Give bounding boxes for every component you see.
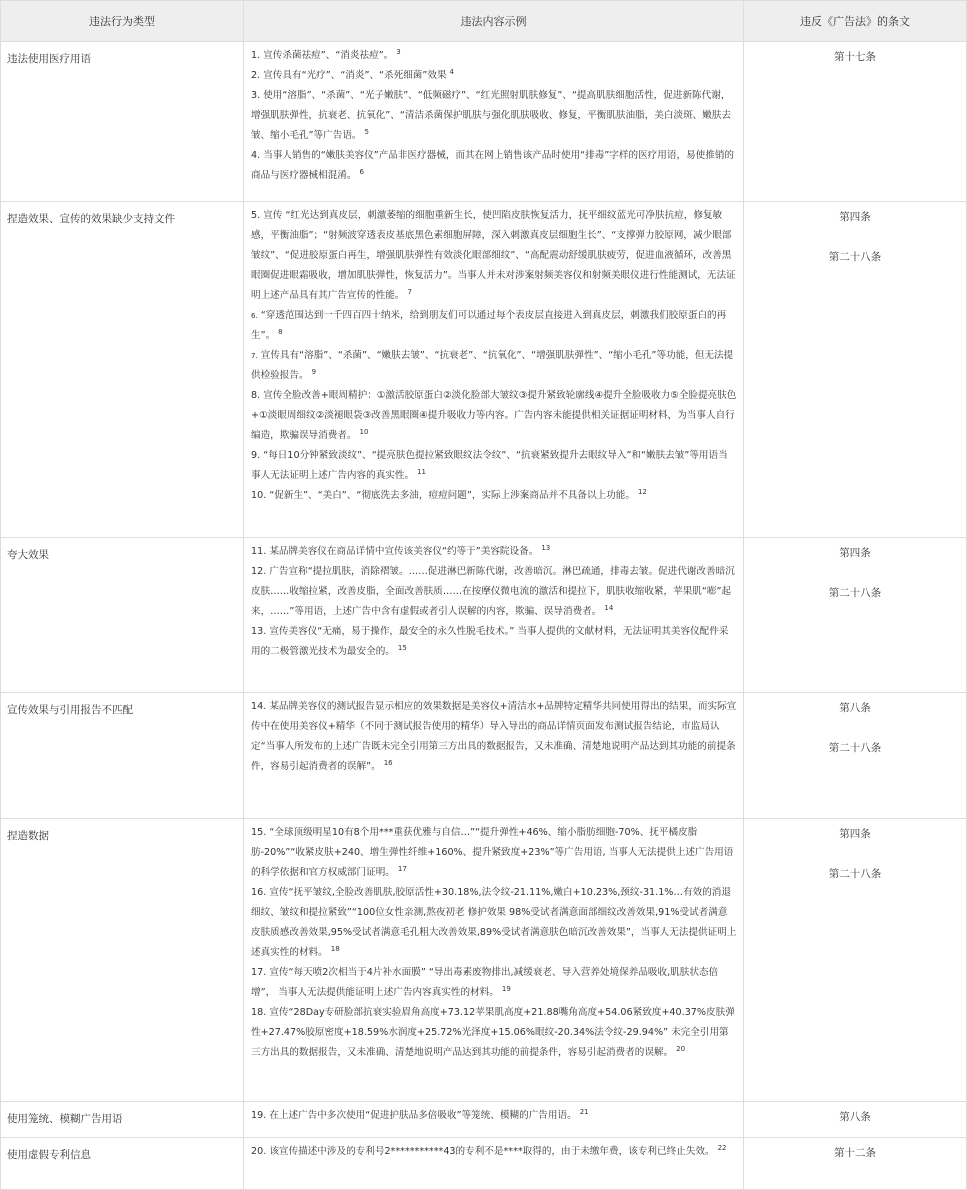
example-text: 当事人销售的“嫩肤美容仪”产品非医疗器械，而其在网上销售该产品时使用“排毒”字样的医疗用语，易使推销的商品与医疗器械相混淆。	[251, 150, 735, 181]
header-violation-examples: 违法内容示例	[244, 1, 744, 42]
footnote-reference[interactable]: 14	[604, 603, 614, 612]
violation-examples-cell	[244, 819, 744, 1102]
example-number: 8.	[251, 390, 261, 401]
violation-examples-cell	[244, 538, 744, 693]
table-row	[1, 819, 967, 1102]
example-text: 某品牌美容仪在商品详情中宣传该美容仪“约等于”美容院设备。	[269, 546, 539, 557]
example-number: 19.	[251, 1110, 267, 1121]
example-text: 宣传具有“光疗”、“消炎”、“杀死细菌”效果	[263, 70, 447, 81]
example-number: 11.	[251, 546, 267, 557]
article-reference: 第十二条	[834, 1147, 876, 1159]
header-violation-type: 违法行为类型	[1, 1, 244, 42]
footnote-reference[interactable]: 4	[449, 67, 455, 76]
example-number: 4.	[251, 150, 261, 161]
footnote-reference[interactable]: 8	[278, 327, 283, 336]
article-reference: 第二十八条	[828, 587, 882, 599]
example-text: 宣传 “红光达到真皮层，刺激萎缩的细胞重新生长，使凹陷皮肤恢复活力，抚平细纹蓝光可净肤抗痘，修复敏感，平衡油脂”；“射频波穿透表皮基底黑色素细胞屏障，深入刺激真皮层细胞生长”、“支撑弹力胶原网，减少眼部皱纹”、“促进胶原蛋白再生，增强肌肤弹性有效淡化眼部细纹”、“高配震动舒缓肌肤疲劳，促进血液循环，改善黑眼圈促进眼霜吸收，增加肌肤弹性，恢复活力”。当事人并未对涉案射频美容仪和射频美眼仪进行性能测试，无法证明上述产品具有其广告宣传的性能。	[251, 210, 736, 301]
example-text: 宣传“28Day专研脸部抗衰实验眉角高度+73.12苹果肌高度+21.88嘴角高度+54.06紧致度+40.37%皮肤弹性+27.47%胶原密度+18.59%水润度+25.72%光泽度+15.06%眼纹-20.34%法令纹-29.94%” 未完全引用第三方出具的数据报告，又未准确、清楚地说明产品达到其功能的前提条件，容易引起消费者的误解。	[251, 1007, 735, 1058]
example-text: 在上述广告中多次使用“促进护肤品多倍吸收”等笼统、模糊的广告用语。	[269, 1110, 577, 1121]
example-item	[251, 206, 737, 306]
violated-articles-cell	[744, 819, 967, 1102]
header-violated-articles: 违反《广告法》的条文	[744, 1, 967, 42]
footnote-reference[interactable]: 16	[383, 758, 393, 767]
example-number: 7.	[251, 352, 258, 360]
example-text: 宣传“每天喷2次相当于4片补水面膜” “导出毒素废物排出,减缓衰老、导入营养处境保养品吸收,肌肤状态倍增”， 当事人无法提供能证明上述广告内容真实性的材料。	[251, 967, 719, 998]
example-number: 9.	[251, 450, 261, 461]
violation-type-cell: 使用虚假专利信息	[1, 1138, 244, 1190]
violated-articles-cell	[744, 693, 967, 819]
article-reference: 第八条	[839, 1111, 871, 1123]
footnote-reference[interactable]: 10	[359, 427, 369, 436]
footnote-reference[interactable]: 19	[501, 984, 511, 993]
example-number: 13.	[251, 626, 267, 637]
footnote-reference[interactable]: 15	[397, 643, 407, 652]
example-item	[251, 1106, 737, 1126]
article-reference: 第二十八条	[828, 251, 882, 263]
example-number: 5.	[251, 210, 261, 221]
example-item	[251, 622, 737, 662]
example-text: 宣传杀菌祛痘”、“消炎祛痘”。	[263, 50, 394, 61]
example-item	[251, 1142, 737, 1162]
article-reference: 第二十八条	[828, 868, 882, 880]
example-text: 宣传“抚平皱纹,全脸改善肌肤,胶原活性+30.18%,法令纹-21.11%,嫩白+10.23%,颈纹-31.1%…有效的消退细纹、皱纹和提拉紧致”“100位女性亲测,熬夜初老 修护效果 98%受试者满意面部细纹改善效果,91%受试者满意皮肤质感改善效果,95%受试者满意毛孔粗大改善效果,89%受试者满意肤色暗沉改善效果”，当事人无法提供证明上述真实性的材料。	[251, 887, 737, 958]
violation-examples-cell	[244, 202, 744, 538]
footnote-reference[interactable]: 17	[397, 864, 407, 873]
example-text: 该宣传描述中涉及的专利号2***********43的专利不是****取得的，由于未缴年费，该专利已终止失效。	[269, 1146, 715, 1157]
example-item	[251, 86, 737, 146]
example-item	[251, 46, 737, 66]
footnote-reference[interactable]: 9	[311, 367, 317, 376]
table-row	[1, 202, 967, 538]
example-item	[251, 542, 737, 562]
violation-type-cell: 宣传效果与引用报告不匹配	[1, 693, 244, 819]
violation-examples-cell	[244, 1138, 744, 1190]
example-number: 12.	[251, 566, 267, 577]
violation-type-cell: 夸大效果	[1, 538, 244, 693]
example-text: “穿透范围达到一千四百四十纳米，给到朋友们可以通过每个表皮层直接进入到真皮层，刺激我们胶原蛋白的再生”。	[251, 310, 727, 341]
example-text: 宣传美容仪“无痛，易于操作，最安全的永久性脱毛技术。” 当事人提供的文献材料，无法证明其美容仪配件采用的二极管激光技术为最安全的。	[251, 626, 729, 657]
footnote-reference[interactable]: 3	[396, 47, 401, 56]
example-text: “全球顶级明星10有8个用***重获优雅与自信…”“提升弹性+46%、缩小脂肪细胞-70%、抚平橘皮脂肪-20%”“收紧皮肤+240、增生弹性纤维+160%、提升紧致度+23%”等广告用语, 当事人无法提供上述广告用语的科学依据和官方权威部门证明。	[251, 827, 734, 878]
footnote-reference[interactable]: 7	[407, 287, 412, 296]
violation-type-cell: 捏造效果、宣传的效果缺少支持文件	[1, 202, 244, 538]
example-text: 广告宣称“提拉肌肤，消除褶皱。……促进淋巴新陈代谢，改善暗沉。淋巴疏通，排毒去皱。促进代谢改善暗沉皮肤……收缩拉紧，改善皮脂，全面改善肤质……在按摩仪微电流的激活和提拉下，肌肤收缩收紧，苹果肌“嘭”起来，……”等用语，上述广告中含有虚假或者引人误解的内容，欺骗、误导消费者。	[251, 566, 735, 617]
article-reference: 第四条	[839, 211, 871, 223]
article-reference: 第四条	[839, 828, 871, 840]
violated-articles-cell	[744, 1138, 967, 1190]
example-number: 2.	[251, 70, 261, 81]
example-item	[251, 1003, 737, 1063]
example-item	[251, 486, 737, 506]
footnote-reference[interactable]: 21	[579, 1107, 589, 1116]
example-text: 宣传全脸改善+眼周精护：①激活胶原蛋白②淡化脸部大皱纹③提升紧致轮廓线④提升全脸吸收力⑤全脸提亮肤色+①淡眼周细纹②淡褪眼袋③改善黑眼圈④提升吸收力等内容。广告内容未能提供相关证据证明材料，为当事人自行编造，欺骗误导消费者。	[251, 390, 737, 441]
example-item	[251, 66, 737, 86]
article-reference: 第十七条	[834, 51, 876, 63]
example-item	[251, 386, 737, 446]
footnote-reference[interactable]: 11	[417, 467, 427, 476]
example-number: 16.	[251, 887, 267, 898]
violation-type-cell: 捏造数据	[1, 819, 244, 1102]
example-text: “每日10分钟紧致淡纹”、“提亮肤色提拉紧致眼纹法令纹”、“抗衰紧致提升去眼纹导入”和“嫩肤去皱”等用语当事人无法证明上述广告内容的真实性。	[251, 450, 728, 481]
example-text: 使用“溶脂”、“杀菌”、“光子嫩肤”、“低频磁疗”、“红光照射肌肤修复”、“提高肌肤细胞活性，促进新陈代谢，增强肌肤弹性，抗衰老、抗氧化”、“清洁杀菌保护肌肤与强化肌肤吸收、修复，平衡肌肤油脂，美白淡斑、嫩肤去皱、缩小毛孔”等广告语。	[251, 90, 732, 141]
violated-articles-cell	[744, 42, 967, 202]
example-number: 20.	[251, 1146, 267, 1157]
violated-articles-cell	[744, 202, 967, 538]
example-item	[251, 823, 737, 883]
example-text: 某品牌美容仪的测试报告显示相应的效果数据是美容仪+清洁水+品牌特定精华共同使用得出的结果，而实际宣传中在使用美容仪+精华（不同于测试报告使用的精华）导入导出的商品详情页面发布测试报告结论，市监局认定“当事人所发布的上述广告既未完全引用第三方出具的数据报告，又未准确、清楚地说明产品达到其功能的前提条件，容易引起消费者的误解”。	[251, 701, 737, 772]
article-reference: 第二十八条	[828, 742, 882, 754]
table-row	[1, 1102, 967, 1138]
footnote-reference[interactable]: 18	[330, 944, 340, 953]
footnote-reference[interactable]: 6	[359, 167, 364, 176]
example-item	[251, 446, 737, 486]
example-number: 3.	[251, 90, 261, 101]
footnote-reference[interactable]: 20	[676, 1044, 686, 1053]
footnote-reference[interactable]: 22	[717, 1143, 727, 1152]
example-item	[251, 697, 737, 777]
violated-articles-cell	[744, 1102, 967, 1138]
example-number: 10.	[251, 490, 267, 501]
footnote-reference[interactable]: 5	[364, 127, 369, 136]
violation-examples-cell	[244, 693, 744, 819]
example-text: “促新生”、“美白”、“彻底洗去多油，痘痘问题”，实际上涉案商品并不具备以上功能。	[269, 490, 635, 501]
example-text: 宣传具有“溶脂”、“杀菌”、“嫩肤去皱”、“抗衰老”、“抗氧化”、“增强肌肤弹性”、“缩小毛孔”等功能，但无法提供检验报告。	[251, 350, 734, 381]
violated-articles-cell	[744, 538, 967, 693]
example-item	[251, 306, 737, 346]
example-item	[251, 562, 737, 622]
example-number: 6.	[251, 312, 258, 320]
article-reference: 第四条	[839, 547, 871, 559]
example-number: 17.	[251, 967, 267, 978]
example-item	[251, 963, 737, 1003]
example-number: 18.	[251, 1007, 267, 1018]
table-header-row	[1, 1, 967, 42]
example-number: 14.	[251, 701, 267, 712]
footnote-reference[interactable]: 13	[541, 543, 551, 552]
violation-type-cell: 使用笼统、模糊广告用语	[1, 1102, 244, 1138]
example-item	[251, 883, 737, 963]
table-row	[1, 42, 967, 202]
example-number: 1.	[251, 50, 261, 61]
example-item	[251, 346, 737, 386]
table-row	[1, 1138, 967, 1190]
example-item	[251, 146, 737, 186]
violation-examples-cell	[244, 1102, 744, 1138]
table-row	[1, 693, 967, 819]
footnote-reference[interactable]: 12	[637, 487, 647, 496]
violation-examples-cell	[244, 42, 744, 202]
article-reference: 第八条	[839, 702, 871, 714]
table-row	[1, 538, 967, 693]
violation-type-cell: 违法使用医疗用语	[1, 42, 244, 202]
example-number: 15.	[251, 827, 267, 838]
